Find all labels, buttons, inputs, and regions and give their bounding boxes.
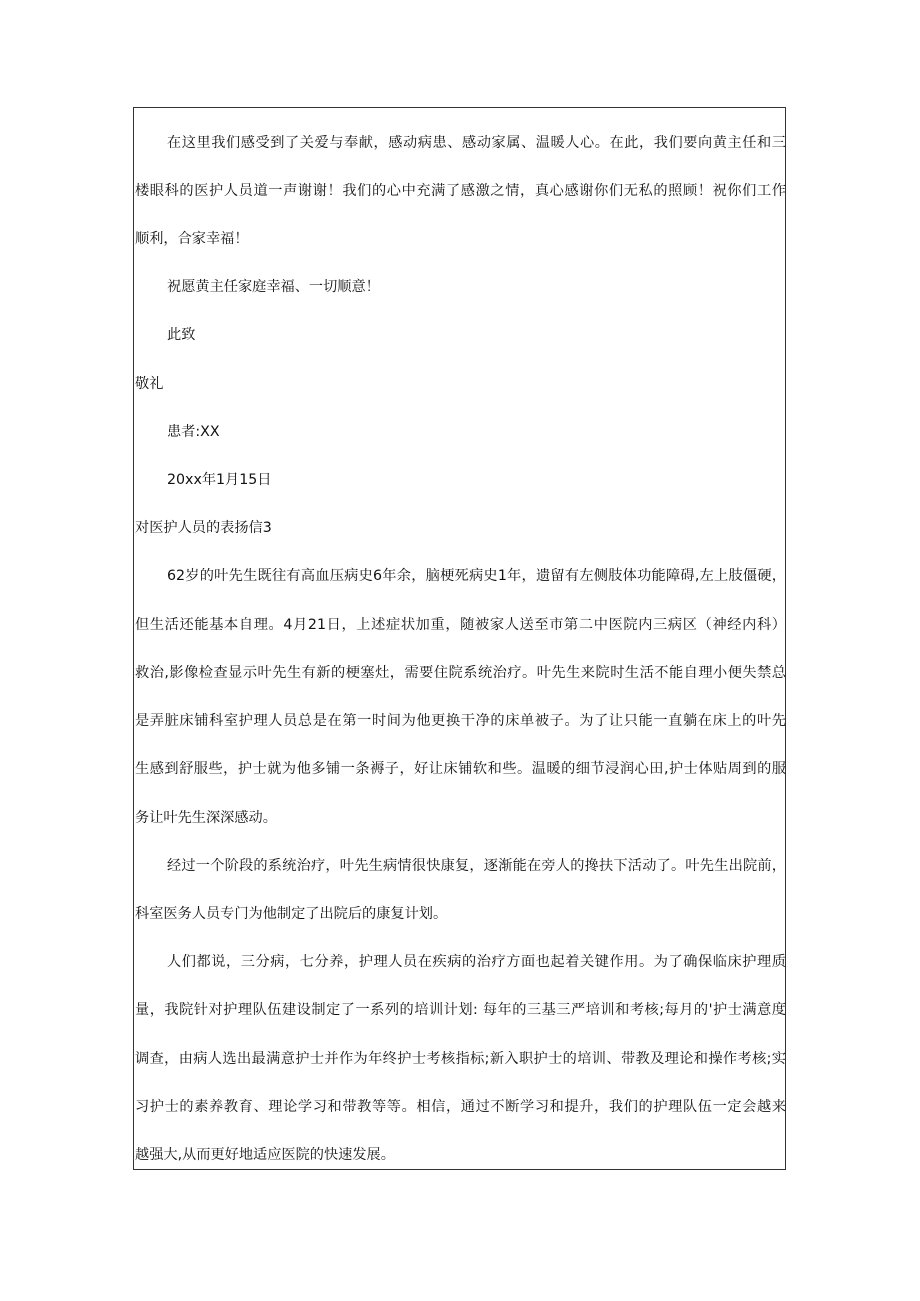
body-text-line: 调查，由病人选出最满意护士并作为年终护士考核指标;新入职护士的培训、带教及理论和操作考核;实 — [135, 1051, 786, 1067]
body-text-line: 生感到舒服些，护士就为他多铺一条褥子，好让床铺软和些。温暖的细节浸润心田,护士体贴周到的服 — [135, 761, 786, 777]
body-text-line: 但生活还能基本自理。4月21日，上述症状加重，随被家人送至市第二中医院内三病区（神经内科） — [135, 617, 786, 633]
body-text-line: 顺利，合家幸福！ — [135, 231, 249, 247]
closing-phrase: 此致 — [167, 327, 196, 343]
body-text-line: 越强大,从而更好地适应医院的快速发展。 — [135, 1147, 395, 1163]
body-text-line: 人们都说，三分病，七分养，护理人员在疾病的治疗方面也起着关键作用。为了确保临床护理质 — [167, 954, 786, 970]
salutation: 敬礼 — [135, 376, 164, 392]
signature-name: 患者:XX — [167, 424, 220, 440]
body-text-line: 量，我院针对护理队伍建设制定了一系列的培训计划: 每年的三基三严培训和考核;每月的'护士满意度 — [135, 1002, 786, 1018]
body-text-line: 经过一个阶段的系统治疗，叶先生病情很快康复，逐渐能在旁人的搀扶下活动了。叶先生出院前， — [167, 858, 786, 874]
body-text-line: 祝愿黄主任家庭幸福、一切顺意！ — [167, 279, 380, 295]
body-text-line: 习护士的素养教育、理论学习和带教等等。相信，通过不断学习和提升，我们的护理队伍一定会越来 — [135, 1099, 786, 1115]
body-text-line: 务让叶先生深深感动。 — [135, 810, 277, 826]
body-text-line: 在这里我们感受到了关爱与奉献，感动病患、感动家属、温暖人心。在此，我们要向黄主任和三 — [167, 135, 786, 151]
body-text-line: 楼眼科的医护人员道一声谢谢！我们的心中充满了感激之情，真心感谢你们无私的照顾！祝你们工作 — [135, 183, 786, 199]
body-text-line: 科室医务人员专门为他制定了出院后的康复计划。 — [135, 906, 448, 922]
document-page — [133, 107, 786, 1170]
body-text-line: 62岁的叶先生既往有高血压病史6年余，脑梗死病史1年，遗留有左侧肢体功能障碍,左上肢僵硬， — [167, 568, 786, 584]
body-text-line: 是弄脏床铺科室护理人员总是在第一时间为他更换干净的床单被子。为了让只能一直躺在床上的叶先 — [135, 713, 786, 729]
signature-date: 20xx年1月15日 — [167, 472, 272, 488]
body-text-line: 救治,影像检查显示叶先生有新的梗塞灶，需要住院系统治疗。叶先生来院时生活不能自理小便失禁总 — [135, 665, 786, 681]
section-title: 对医护人员的表扬信3 — [135, 520, 272, 536]
